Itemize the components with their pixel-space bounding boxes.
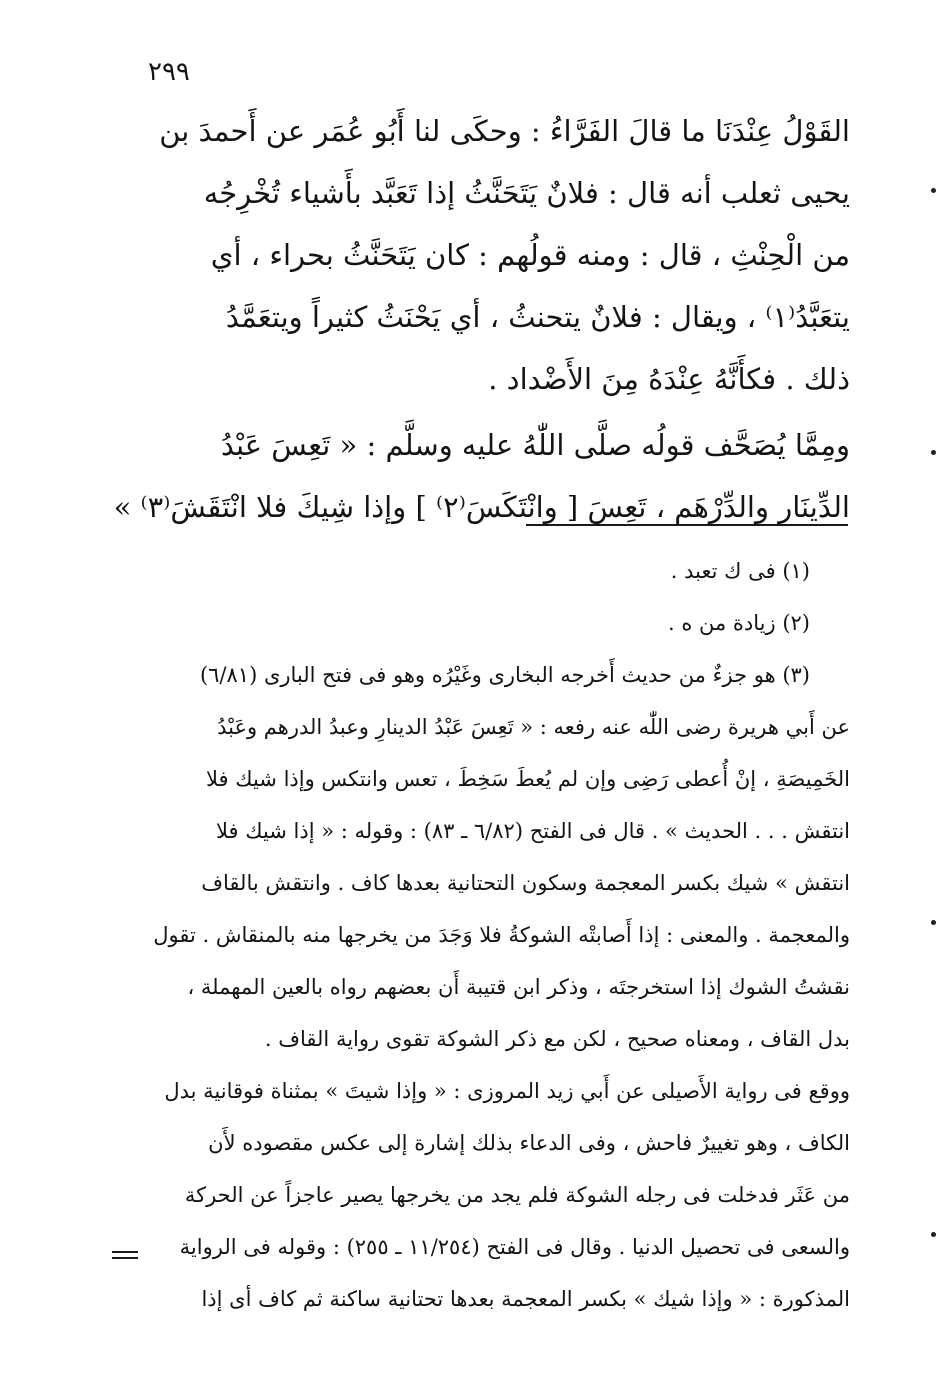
main-text-line: القَوْلُ عِنْدَنَا ما قالَ الفَرَّاءُ : وحكَى لنا أَبُو عُمَر عن أَحمدَ بن	[159, 114, 850, 148]
footnotes	[112, 545, 850, 1325]
footnote-separator	[526, 524, 848, 526]
continuation-mark	[112, 1251, 138, 1261]
footnote-line: الكاف ، وهو تغييرٌ فاحش ، وفى الدعاء بذلك إشارة إلى عكس مقصوده لأَن	[208, 1131, 850, 1155]
main-text-line: من الْحِنْثِ ، قال : ومنه قولُهم : كان يَتَحَنَّثُ بحراء ، أي	[210, 238, 850, 272]
main-text-line: ذلك . فكأَنَّهُ عِنْدَهُ مِنَ الأَضْداد .	[488, 362, 850, 396]
main-text-line: ومِمَّا يُصَحَّف قولُه صلَّى اللّٰهُ عليه وسلَّم : « تَعِسَ عَبْدُ	[220, 428, 850, 462]
footnote-3: (٣) هو جزءٌ من حديث أَخرجه البخارى وغَيْرُه وهو فى فتح البارى (٦/٨١)	[199, 663, 810, 687]
footnote-2: (٢) زيادة من ه .	[667, 611, 810, 635]
footnote-line: نقشتُ الشوك إذا استخرجتَه ، وذكر ابن قتيبة أَن بعضهم رواه بالعين المهملة ،	[187, 975, 850, 999]
footnote-line: انتقش » شيك بكسر المعجمة وسكون التحتانية بعدها كاف . وانتقش بالقاف	[201, 871, 850, 895]
main-text	[113, 100, 850, 538]
footnote-line: والسعى فى تحصيل الدنيا . وقال فى الفتح (١١/٢٥٤ ـ ٢٥٥) : وقوله فى الرواية	[179, 1235, 850, 1259]
footnote-line: من عَثَر فدخلت فى رجله الشوكة فلم يجد من يخرجها يصير عاجزاً عن الحركة	[184, 1183, 850, 1207]
footnote-line: والمعجمة . والمعنى : إذا أَصابتْه الشوكةُ فلا وَجَدَ من يخرجها منه بالمنقاش . تقول	[153, 923, 850, 947]
footnote-line: المذكورة : « وإذا شيك » بكسر المعجمة بعدها تحتانية ساكنة ثم كاف أى إذا	[201, 1287, 850, 1311]
footnote-line: الخَمِيصَةِ ، إنْ أُعطى رَضِى وإن لم يُعطَ سَخِطَ ، تعس وانتكس وإذا شيك فلا	[206, 767, 850, 791]
margin-dot	[931, 1232, 936, 1237]
footnote-1: (١) فى ك تعبد .	[670, 559, 810, 583]
margin-dot	[931, 188, 936, 193]
main-text-line: الدِّينَار والدِّرْهَم ، تَعِسَ [ وانْتَكَسَ⁽٢⁾ ] وإذا شِيكَ فلا انْتَقَشَ⁽٣⁾ »	[113, 490, 850, 524]
footnote-line: انتقش . . . الحديث » . قال فى الفتح (٦/٨٢ ـ ٨٣) : وقوله : « إذا شيك فلا	[216, 819, 850, 843]
main-text-line: يتعَبَّدُ⁽١⁾ ، ويقال : فلانٌ يتحنثُ ، أي يَحْنَثُ كثيراً ويتعَمَّدُ	[225, 300, 850, 334]
margin-dot	[931, 450, 936, 455]
footnote-line: عن أَبي هريرة رضى اللّٰه عنه رفعه : « تَعِسَ عَبْدُ الدينارِ وعبدُ الدرهم وعَبْدُ	[217, 715, 850, 739]
footnote-line: بدل القاف ، ومعناه صحيح ، لكن مع ذكر الشوكة تقوى رواية القاف .	[264, 1027, 850, 1051]
page-number: ٢٩٩	[148, 57, 190, 87]
margin-dot	[931, 920, 936, 925]
footnote-line: ووقع فى رواية الأَصيلى عن أَبي زيد المروزى : « وإذا شيتَ » بمثناة فوقانية بدل	[164, 1079, 850, 1103]
main-text-line: يحيى ثعلب أنه قال : فلانٌ يَتَحَنَّثُ إذا تَعَبَّد بأَشياء تُخْرِجُه	[203, 176, 850, 210]
